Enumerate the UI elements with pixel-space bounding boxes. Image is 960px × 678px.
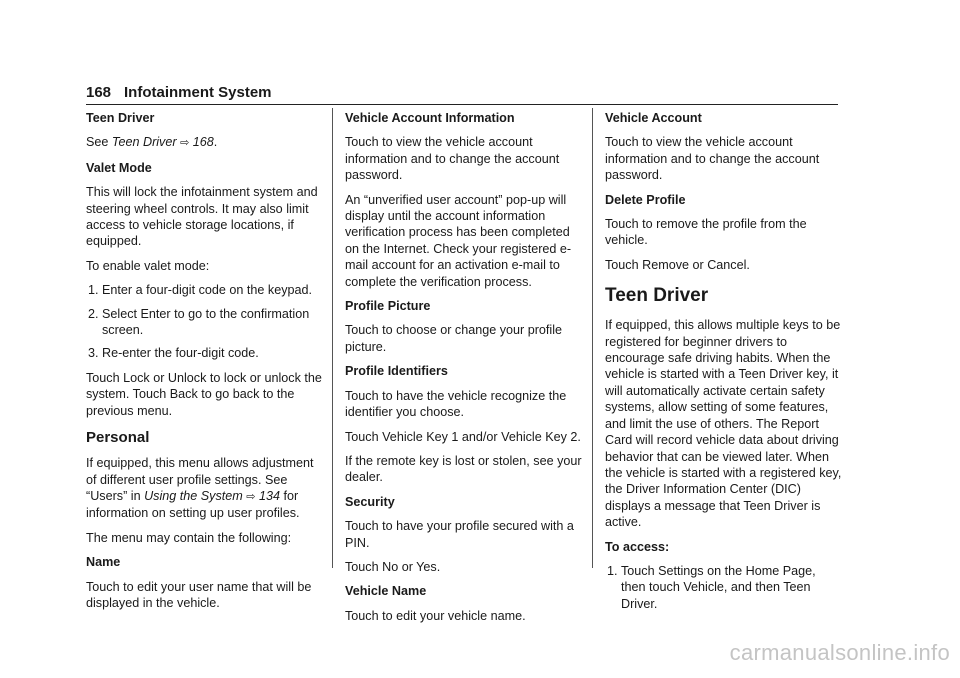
valet-steps xyxy=(86,282,324,362)
enable-valet-intro: To enable valet mode: xyxy=(86,258,210,273)
step-number: 3. xyxy=(88,346,99,361)
column-right xyxy=(605,110,843,620)
teen-driver-link[interactable]: Teen Driver xyxy=(111,135,177,150)
list-item xyxy=(86,282,324,298)
access-steps xyxy=(605,563,843,612)
teen-driver-subheading: Teen Driver xyxy=(86,111,155,125)
teen-driver-text: If equipped, this allows multiple keys to be registered for beginner drivers to encourage safe driving habits. When the vehicle is started with a Teen Driver key, it will automatically activate certain safety systems, allow setting of some features, and limit the use of others. The Report Card will record vehicle data about driving behavior that can be viewed later. When the vehicle is started with a registered key, the Driver Information Center (DIC) displays a message that Teen Driver is active. xyxy=(605,318,842,530)
vehicle-name-heading: Vehicle Name xyxy=(345,584,427,599)
vehicle-account-text: Touch to view the vehicle account information and to change the account password. xyxy=(605,135,820,183)
page-header xyxy=(86,84,838,105)
list-item xyxy=(86,306,324,339)
list-item xyxy=(605,563,843,612)
watermark: carmanualsonline.info xyxy=(729,640,950,665)
teen-driver-title: Teen Driver xyxy=(605,285,709,307)
see-end: . xyxy=(213,135,218,150)
valet-mode-text: This will lock the infotainment system and steering wheel controls. It may also limit access to vehicle storage locations, if equipped. xyxy=(86,185,318,249)
using-the-system-link[interactable]: Using the System xyxy=(144,488,243,503)
menu-intro: The menu may contain the following: xyxy=(86,530,292,545)
list-item xyxy=(86,345,324,361)
step-text: Touch Settings on the Home Page, then touch Vehicle, and then Teen Driver. xyxy=(621,563,816,611)
lock-unlock-text: Touch Lock or Unlock to lock or unlock the system. Touch Back to go back to the previous menu. xyxy=(86,370,322,418)
vehicle-account-info-text: Touch to view the vehicle account information and to change the account password. xyxy=(345,135,560,183)
page-ref-arrow-icon: ⇨ xyxy=(180,137,190,150)
page-ref-arrow-icon: ⇨ xyxy=(246,490,256,503)
personal-text-a: If equipped, this menu allows adjustment of different user profile settings. See “Users” in xyxy=(86,456,314,503)
using-the-system-page-link[interactable]: 134 xyxy=(259,488,281,503)
profile-identifiers-text: Touch to have the vehicle recognize the identifier you choose. xyxy=(345,388,567,420)
no-yes-text: Touch No or Yes. xyxy=(345,559,441,574)
step-number: 1. xyxy=(88,283,99,298)
personal-text-b: for information on setting up user profiles. xyxy=(86,488,300,521)
delete-profile-heading: Delete Profile xyxy=(605,192,686,207)
unverified-account-text: An “unverified user account” pop-up will display until the account information verification process has been completed on the Internet. Check your registered e-mail account for an activation e-mail to complete the verification process. xyxy=(345,192,572,289)
vehicle-account-heading: Vehicle Account xyxy=(605,111,702,125)
personal-text xyxy=(86,455,324,522)
step-number: 1. xyxy=(607,563,618,578)
profile-identifiers-heading: Profile Identifiers xyxy=(345,364,448,379)
name-heading: Name xyxy=(86,555,121,570)
name-text: Touch to edit your user name that will be displayed in the vehicle. xyxy=(86,579,312,610)
vehicle-key-text: Touch Vehicle Key 1 and/or Vehicle Key 2. xyxy=(345,429,581,444)
page-number: 168 xyxy=(86,84,112,101)
step-text: Select Enter to go to the confirmation screen. xyxy=(102,306,310,338)
column-left xyxy=(86,110,324,619)
column-divider xyxy=(332,108,333,568)
step-text: Re-enter the four-digit code. xyxy=(102,346,259,361)
profile-picture-text: Touch to choose or change your profile picture. xyxy=(345,323,563,354)
delete-profile-text: Touch to remove the profile from the vehicle. xyxy=(605,217,807,248)
remove-cancel-text: Touch Remove or Cancel. xyxy=(605,257,750,272)
vehicle-account-info-heading: Vehicle Account Information xyxy=(345,111,515,125)
step-text: Enter a four-digit code on the keypad. xyxy=(102,283,313,298)
security-heading: Security xyxy=(345,494,395,509)
valet-mode-heading: Valet Mode xyxy=(86,160,152,175)
teen-driver-page-link[interactable]: 168 xyxy=(192,135,214,150)
lost-key-text: If the remote key is lost or stolen, see your dealer. xyxy=(345,453,582,485)
step-number: 2. xyxy=(88,306,99,321)
profile-picture-heading: Profile Picture xyxy=(345,299,431,314)
security-text: Touch to have your profile secured with a PIN. xyxy=(345,519,574,550)
column-middle xyxy=(345,110,583,632)
vehicle-name-text: Touch to edit your vehicle name. xyxy=(345,608,526,623)
personal-heading: Personal xyxy=(86,429,150,447)
column-divider xyxy=(592,108,593,568)
see-reference xyxy=(86,134,324,151)
to-access-heading: To access: xyxy=(605,539,670,554)
see-prefix: See xyxy=(86,135,112,150)
section-title: Infotainment System xyxy=(124,84,272,101)
